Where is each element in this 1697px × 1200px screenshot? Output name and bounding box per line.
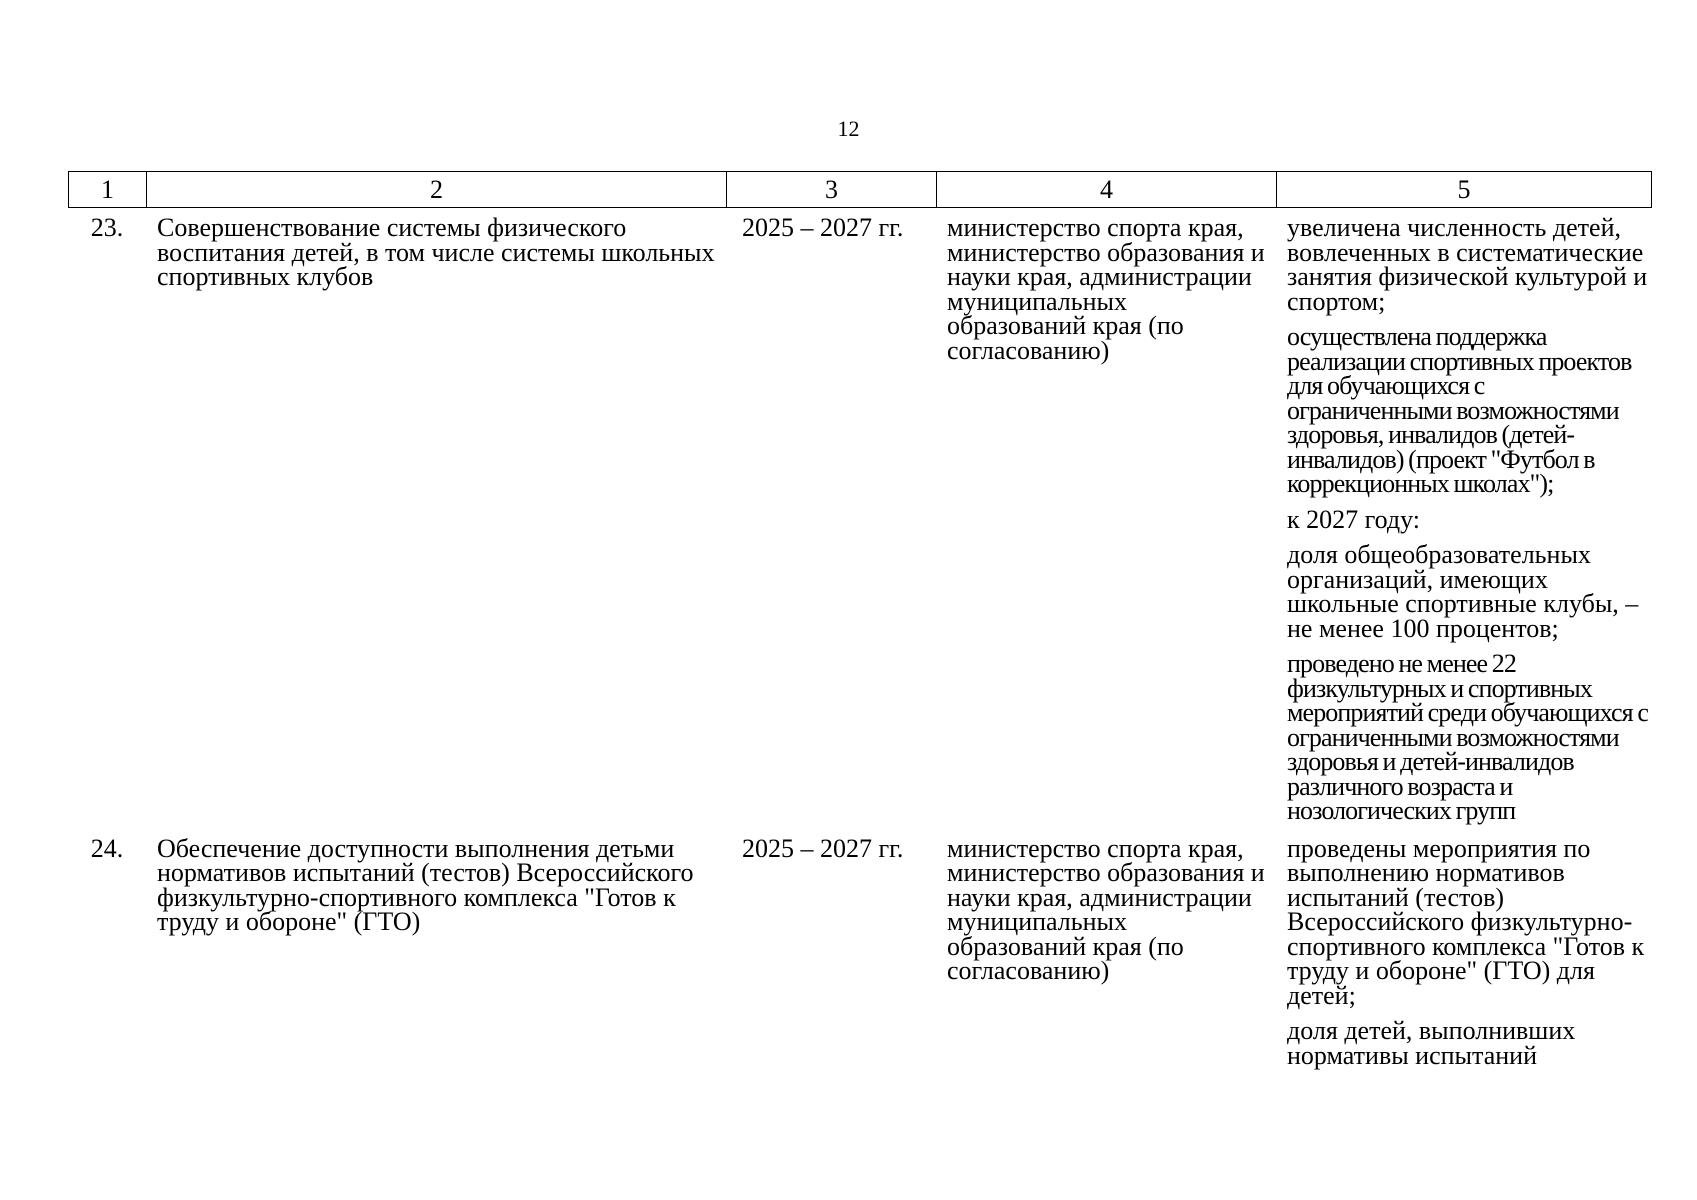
table-row xyxy=(68,833,1651,1080)
column-number-header xyxy=(68,171,1652,208)
header-cell-5: 5 xyxy=(1277,172,1652,208)
result-item: доля детей, выполнивших нормативы испытаний xyxy=(1287,1016,1576,1070)
result-item: к 2027 году: xyxy=(1287,504,1421,534)
measure-title: Совершенствование системы физического воспитания детей, в том числе системы школьных спортивных клубов xyxy=(157,213,715,291)
row-number: 24. xyxy=(90,833,124,863)
responsible-executors: министерство спорта края, министерство образования и науки края, администрации муниципальных образований края (по согласованию) xyxy=(947,833,1265,985)
result-item: проведены мероприятия по выполнению нормативов испытаний (тестов) Всероссийского физкультурно-спортивного комплекса "Готов к труду и обороне" (ГТО) для детей; xyxy=(1287,833,1645,1010)
row-number: 23. xyxy=(90,213,124,242)
result-item: доля общеобразовательных организаций, имеющих школьные спортивные клубы, – не менее 100 процентов; xyxy=(1287,540,1639,643)
table-body xyxy=(68,213,1651,1079)
result-item: проведено не менее 22 физкультурных и спортивных мероприятий среди обучающихся с ограниченными возможностями здоровья и детей-инвалидов различного возраста и нозологических групп xyxy=(1287,649,1648,825)
measure-title: Обеспечение доступности выполнения детьми нормативов испытаний (тестов) Всероссийского физкультурно-спортивного комплекса "Готов к труду и обороне" (ГТО) xyxy=(157,833,694,936)
page-number: 12 xyxy=(837,116,860,141)
implementation-period: 2025 – 2027 гг. xyxy=(742,213,904,242)
result-item: увеличена численность детей, вовлеченных в систематические занятия физической культурой и спортом; xyxy=(1287,213,1648,316)
responsible-executors: министерство спорта края, министерство образования и науки края, администрации муниципальных образований края (по согласованию) xyxy=(947,213,1265,365)
expected-results xyxy=(1276,833,1651,1080)
result-item: осуществлена поддержка реализации спортивных проектов для обучающихся с ограниченными возможностями здоровья, инвалидов (детей-инвалидов) (проект "Футбол в коррекционных школах"); xyxy=(1287,322,1632,498)
table-row xyxy=(68,213,1651,835)
expected-results xyxy=(1276,213,1651,835)
header-cell-1: 1 xyxy=(69,172,147,208)
header-cell-3: 3 xyxy=(727,172,937,208)
implementation-period: 2025 – 2027 гг. xyxy=(742,833,904,863)
header-row xyxy=(69,172,1652,208)
header-cell-2: 2 xyxy=(147,172,727,208)
header-cell-4: 4 xyxy=(937,172,1277,208)
